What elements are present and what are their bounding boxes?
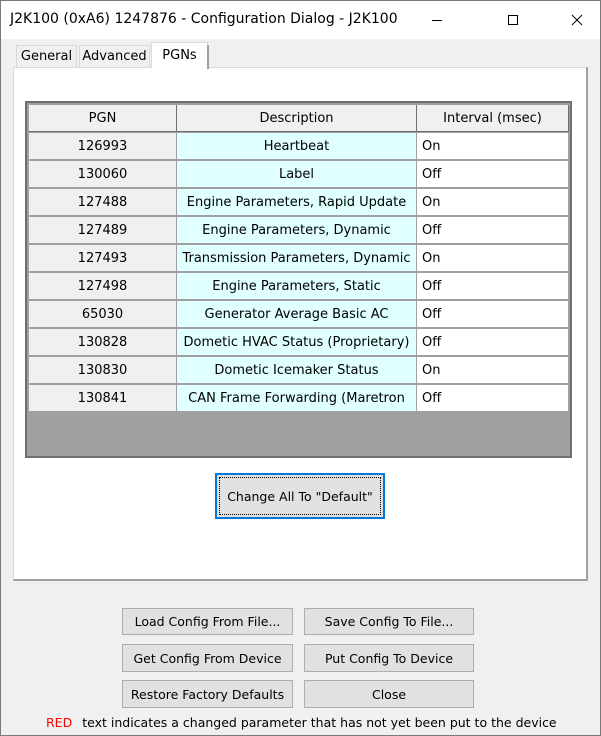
table-row [29,329,569,357]
get-config-button[interactable]: Get Config From Device [122,644,293,672]
pgn-cell: 127498 [29,273,177,300]
interval-cell[interactable]: Off [417,217,569,244]
description-cell: Engine Parameters, Rapid Update [177,189,417,216]
pgn-cell: 126993 [29,133,177,160]
description-cell: Label [177,161,417,188]
window-title: J2K100 (0xA6) 1247876 - Configuration Dialog - J2K100 [10,11,398,27]
description-cell: Dometic HVAC Status (Proprietary) [177,329,417,356]
description-cell: Generator Average Basic AC [177,301,417,328]
description-cell: Heartbeat [177,133,417,160]
minimize-button[interactable] [414,1,460,39]
close-window-button[interactable] [554,1,600,39]
interval-cell[interactable]: Off [417,273,569,300]
table-row [29,217,569,245]
interval-cell[interactable]: Off [417,385,569,412]
pgn-cell: 130830 [29,357,177,384]
table-row [29,189,569,217]
description-cell: Dometic Icemaker Status [177,357,417,384]
put-config-button[interactable]: Put Config To Device [304,644,474,672]
maximize-icon [507,14,519,26]
legend-note [46,715,557,730]
table-row [29,273,569,301]
save-config-button[interactable]: Save Config To File... [304,608,474,635]
restore-factory-defaults-button[interactable]: Restore Factory Defaults [122,680,293,708]
pgn-cell: 130841 [29,385,177,412]
description-cell: Transmission Parameters, Dynamic [177,245,417,272]
table-row [29,245,569,273]
pgn-cell: 127488 [29,189,177,216]
description-cell: Engine Parameters, Static [177,273,417,300]
header-interval[interactable]: Interval (msec) [417,105,569,132]
tab-advanced[interactable]: Advanced [79,45,150,67]
table-row [29,301,569,329]
load-config-button[interactable]: Load Config From File... [122,608,293,635]
legend-text: text indicates a changed parameter that has not yet been put to the device [82,715,557,730]
header-pgn[interactable]: PGN [29,105,177,132]
pgn-cell: 130828 [29,329,177,356]
interval-cell[interactable]: Off [417,329,569,356]
pgn-cell: 130060 [29,161,177,188]
table-row [29,385,569,413]
table-row [29,161,569,189]
tab-general[interactable]: General [16,45,77,67]
interval-cell[interactable]: On [417,189,569,216]
title-bar[interactable] [1,1,600,39]
legend-red-word: RED [46,715,73,730]
tab-pgns[interactable]: PGNs [151,42,208,68]
description-cell: Engine Parameters, Dynamic [177,217,417,244]
description-cell: CAN Frame Forwarding (Maretron [177,385,417,412]
grid-header-row [29,105,569,133]
pgn-cell: 127489 [29,217,177,244]
close-button[interactable]: Close [304,680,474,708]
interval-cell[interactable]: Off [417,301,569,328]
pgn-cell: 127493 [29,245,177,272]
interval-cell[interactable]: On [417,357,569,384]
table-row [29,357,569,385]
change-all-default-button[interactable]: Change All To "Default" [215,473,385,519]
interval-cell[interactable]: On [417,133,569,160]
pgn-grid[interactable] [25,101,572,458]
table-row [29,133,569,161]
interval-cell[interactable]: Off [417,161,569,188]
interval-cell[interactable]: On [417,245,569,272]
pgn-cell: 65030 [29,301,177,328]
close-icon [571,14,583,26]
header-description[interactable]: Description [177,105,417,132]
maximize-button[interactable] [490,1,536,39]
minimize-icon [431,14,443,26]
